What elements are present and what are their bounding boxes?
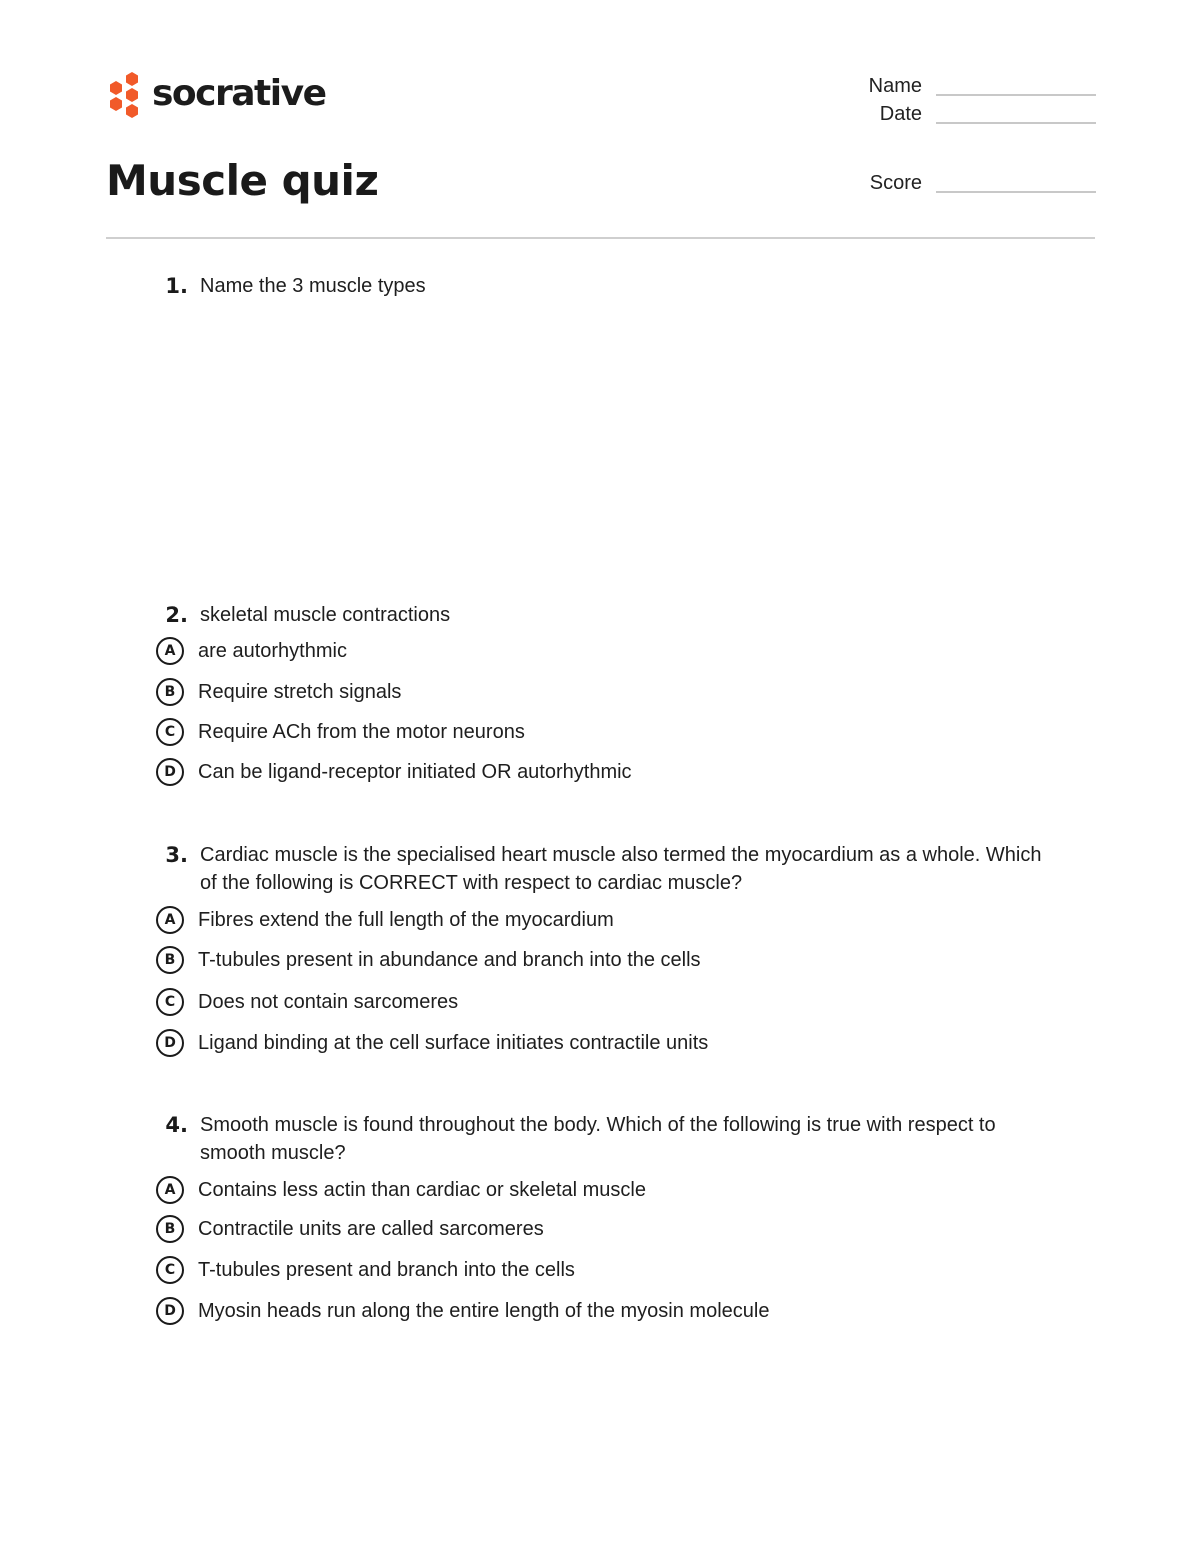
option-letter-badge[interactable]: D [156, 1029, 184, 1057]
score-field[interactable] [840, 169, 1096, 197]
option-letter-badge[interactable]: A [156, 906, 184, 934]
question-text: skeletal muscle contractions [200, 604, 451, 626]
socrative-logo [104, 68, 325, 120]
date-underline[interactable] [936, 122, 1096, 124]
question-text: Smooth muscle is found throughout the body. Which of the following is true with respect to smooth muscle? [200, 1114, 996, 1164]
question-number: 4. [165, 1113, 188, 1137]
option-3a[interactable] [156, 903, 614, 937]
option-2c[interactable] [156, 715, 525, 749]
option-letter-badge[interactable]: C [156, 988, 184, 1016]
option-text: are autorhythmic [198, 639, 347, 662]
question-2 [160, 601, 1060, 629]
score-underline[interactable] [936, 191, 1096, 193]
option-text: Ligand binding at the cell surface initiates contractile units [198, 1031, 709, 1054]
option-letter-badge[interactable]: B [156, 946, 184, 974]
question-1 [160, 272, 1060, 300]
option-letter-badge[interactable]: A [156, 1176, 184, 1204]
option-text: T-tubules present and branch into the cells [198, 1258, 575, 1281]
option-3b[interactable] [156, 943, 701, 977]
option-2a[interactable] [156, 634, 347, 668]
option-letter-badge[interactable]: D [156, 758, 184, 786]
question-number: 3. [165, 843, 188, 867]
brand-name: socrative [152, 73, 326, 114]
option-text: Require stretch signals [198, 680, 402, 703]
option-text: Contains less actin than cardiac or skeletal muscle [198, 1178, 646, 1201]
option-2d[interactable] [156, 755, 632, 789]
option-2b[interactable] [156, 675, 401, 709]
question-number: 1. [165, 274, 188, 298]
option-letter-badge[interactable]: D [156, 1297, 184, 1325]
option-3c[interactable] [156, 985, 458, 1019]
name-label: Name [868, 75, 922, 97]
option-text: T-tubules present in abundance and branch into the cells [198, 948, 701, 971]
option-letter-badge[interactable]: B [156, 678, 184, 706]
question-text: Cardiac muscle is the specialised heart muscle also termed the myocardium as a whole. Which of the following is CORRECT with respect to cardiac muscle? [200, 844, 1042, 894]
option-text: Contractile units are called sarcomeres [198, 1217, 544, 1240]
score-label: Score [869, 172, 922, 194]
option-letter-badge[interactable]: B [156, 1215, 184, 1243]
option-text: Require ACh from the motor neurons [198, 720, 525, 743]
option-text: Fibres extend the full length of the myocardium [198, 908, 614, 931]
page-title: Muscle quiz [106, 156, 379, 205]
option-3d[interactable] [156, 1026, 708, 1060]
name-underline[interactable] [936, 94, 1096, 96]
option-4d[interactable] [156, 1294, 769, 1328]
option-letter-badge[interactable]: C [156, 718, 184, 746]
option-letter-badge[interactable]: A [156, 637, 184, 665]
option-4c[interactable] [156, 1253, 575, 1287]
option-text: Myosin heads run along the entire length of the myosin molecule [198, 1299, 770, 1322]
date-field[interactable] [840, 100, 1096, 128]
question-number: 2. [165, 603, 188, 627]
header-divider [106, 237, 1095, 239]
option-4b[interactable] [156, 1212, 544, 1246]
name-field[interactable] [840, 72, 1096, 100]
question-text: Name the 3 muscle types [200, 275, 426, 297]
question-3 [160, 841, 1060, 897]
date-label: Date [879, 103, 922, 125]
option-text: Does not contain sarcomeres [198, 990, 459, 1013]
option-letter-badge[interactable]: C [156, 1256, 184, 1284]
question-4 [160, 1111, 1060, 1167]
hexagon-cluster-icon [104, 69, 144, 119]
option-4a[interactable] [156, 1173, 646, 1207]
option-text: Can be ligand-receptor initiated OR autorhythmic [198, 760, 632, 783]
